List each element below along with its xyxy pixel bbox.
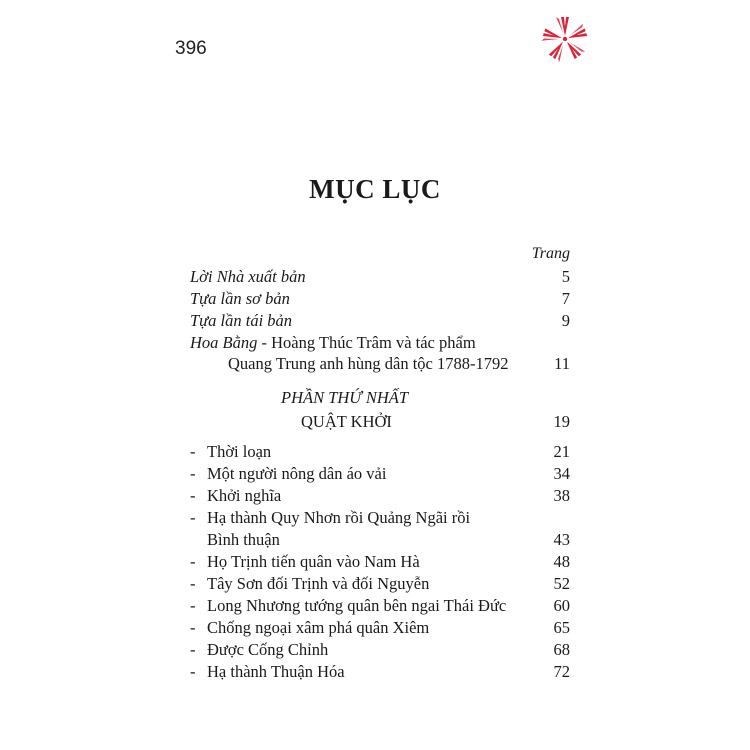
chapter-title: Được Cống Chỉnh: [207, 640, 329, 659]
chapter-title: Họ Trịnh tiến quân vào Nam Hà: [207, 552, 420, 571]
chapter-dash: -: [190, 662, 196, 681]
chapter-dash: -: [190, 552, 196, 571]
chapter-title: Một người nông dân áo vải: [207, 464, 387, 483]
chapter-entry: [190, 660, 570, 684]
toc-entry-page: 7: [561, 289, 570, 308]
chapter-dash: -: [190, 640, 196, 659]
toc-entry-page: 11: [554, 354, 570, 373]
chapter-page: 38: [553, 486, 570, 505]
chapter-title: Thời loạn: [207, 442, 272, 461]
toc-entry: [190, 287, 570, 311]
chapter-title: Hạ thành Thuận Hóa: [207, 662, 345, 681]
chapter-entry: [190, 550, 570, 574]
chapter-entry: [190, 440, 570, 464]
toc-entry-title: Lời Nhà xuất bản: [190, 267, 306, 286]
chapter-page: 65: [553, 618, 570, 637]
part-label: PHẦN THỨ NHẤT: [281, 388, 409, 407]
chapter-title-cont: Bình thuận: [207, 530, 280, 549]
chapter-page: 72: [553, 662, 570, 681]
chapter-dash: -: [190, 596, 196, 615]
toc-entry-page: 9: [561, 311, 570, 330]
chapter-entry: [190, 638, 570, 662]
page-title: MỤC LỤC: [309, 174, 441, 204]
chapter-page: 21: [553, 442, 570, 461]
page-number: 396: [175, 38, 207, 59]
toc-entry-page: 5: [561, 267, 570, 286]
part-heading: [190, 410, 570, 434]
chapter-dash: -: [190, 486, 196, 505]
essay-author: Hoa Bằng: [190, 333, 258, 352]
chapter-title: Chống ngoại xâm phá quân Xiêm: [207, 618, 430, 637]
chapter-entry-cont: [190, 528, 570, 552]
chapter-dash: -: [190, 508, 196, 527]
chapter-entry: [190, 462, 570, 486]
chapter-title: Long Nhương tướng quân bên ngai Thái Đức: [207, 596, 507, 615]
chapter-entry: [190, 594, 570, 618]
chapter-page: 48: [553, 552, 570, 571]
chapter-page: 43: [553, 530, 570, 549]
chapter-entry: [190, 484, 570, 508]
toc-entry: [190, 309, 570, 333]
toc-entry-page: 19: [553, 412, 570, 431]
toc-entry-essay-cont: [190, 352, 570, 376]
chapter-title: Tây Sơn đối Trịnh và đối Nguyễn: [207, 574, 430, 593]
publisher-logo-icon: [540, 14, 590, 64]
toc-entry-title: Tựa lần sơ bản: [190, 289, 290, 308]
chapter-title: Khởi nghĩa: [207, 486, 282, 505]
chapter-dash: -: [190, 574, 196, 593]
toc-entry-title: Tựa lần tái bản: [190, 311, 293, 330]
page-column-header: Trang: [531, 245, 570, 262]
chapter-page: 68: [553, 640, 570, 659]
chapter-title: Hạ thành Quy Nhơn rồi Quảng Ngãi rồi: [207, 508, 471, 527]
chapter-page: 34: [553, 464, 570, 483]
chapter-entry: [190, 506, 570, 530]
essay-title-part2: Quang Trung anh hùng dân tộc 1788-1792: [228, 354, 509, 373]
chapter-entry: [190, 616, 570, 640]
chapter-entry: [190, 572, 570, 596]
chapter-dash: -: [190, 442, 196, 461]
chapter-page: 52: [553, 574, 570, 593]
chapter-dash: -: [190, 618, 196, 637]
chapter-page: 60: [553, 596, 570, 615]
essay-title-part1: - Hoàng Thúc Trâm và tác phẩm: [257, 333, 476, 352]
part-name: QUẬT KHỞI: [301, 412, 392, 431]
chapter-dash: -: [190, 464, 196, 483]
toc-entry: [190, 265, 570, 289]
